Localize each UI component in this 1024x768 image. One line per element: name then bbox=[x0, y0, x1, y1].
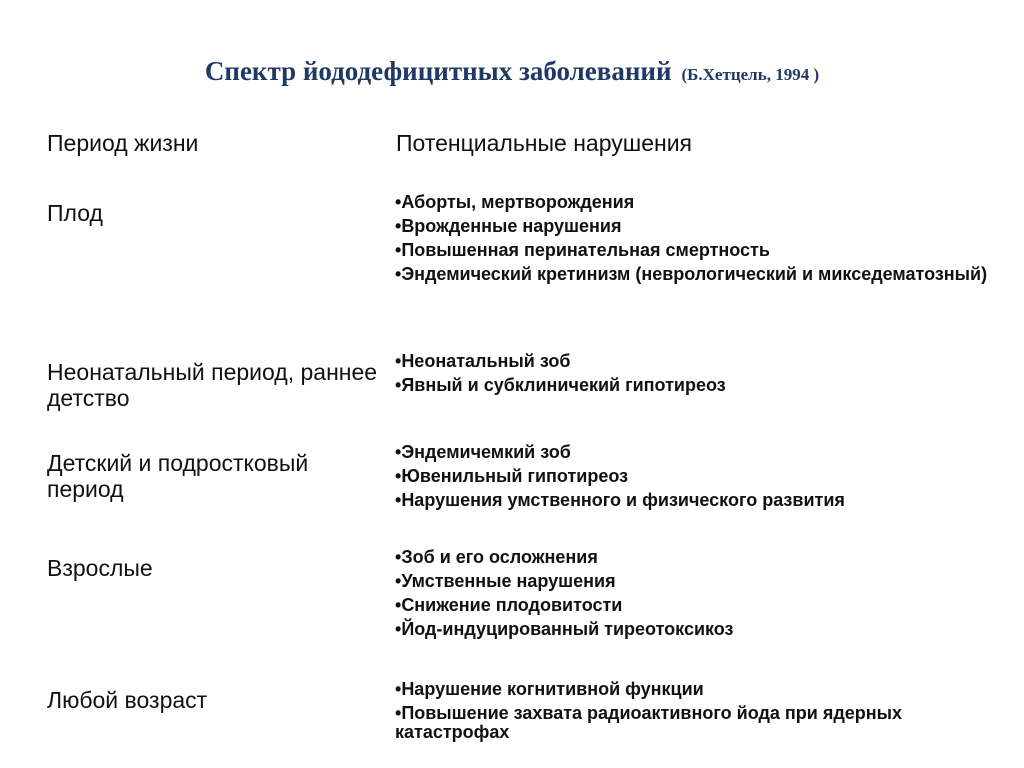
list-item: • Зоб и его осложнения bbox=[395, 548, 995, 567]
list-item: • Умственные нарушения bbox=[395, 572, 995, 591]
period-label: Детский и подростковый период bbox=[47, 450, 309, 502]
list-item: • Йод-индуцированный тиреотоксикоз bbox=[395, 620, 995, 639]
list-item: • Снижение плодовитости bbox=[395, 596, 995, 615]
list-item: • Нарушение когнитивной функции bbox=[395, 680, 995, 699]
disorders-list bbox=[395, 548, 995, 644]
column-header-period: Период жизни bbox=[47, 130, 199, 156]
slide-title bbox=[0, 56, 1024, 87]
period-label: Взрослые bbox=[47, 555, 153, 581]
disorders-list bbox=[395, 443, 995, 515]
title-citation: (Б.Хетцель, 1994 ) bbox=[681, 65, 820, 84]
column-header-disorders: Потенциальные нарушения bbox=[396, 130, 692, 156]
list-item: • Аборты, мертворождения bbox=[395, 193, 995, 212]
disorders-list bbox=[395, 352, 995, 400]
list-item: • Ювенильный гипотиреоз bbox=[395, 467, 995, 486]
disorders-list bbox=[395, 193, 995, 289]
list-item: • Неонатальный зоб bbox=[395, 352, 995, 371]
list-item: • Эндемичемкий зоб bbox=[395, 443, 995, 462]
list-item: • Эндемический кретинизм (неврологический и микседематозный) bbox=[395, 265, 995, 284]
period-label: Плод bbox=[47, 200, 103, 226]
period-label: Любой возраст bbox=[47, 687, 208, 713]
list-item: • Врожденные нарушения bbox=[395, 217, 995, 236]
list-item: • Повышенная перинательная смертность bbox=[395, 241, 995, 260]
list-item: • Повышение захвата радиоактивного йода при ядерных катастрофах bbox=[395, 704, 995, 742]
list-item: • Явный и субклиничекий гипотиреоз bbox=[395, 376, 995, 395]
disorders-list bbox=[395, 680, 995, 747]
list-item: • Нарушения умственного и физического развития bbox=[395, 491, 995, 510]
title-main: Спектр йододефицитных заболеваний bbox=[204, 56, 672, 86]
period-label: Неонатальный период, раннее детство bbox=[47, 359, 378, 411]
